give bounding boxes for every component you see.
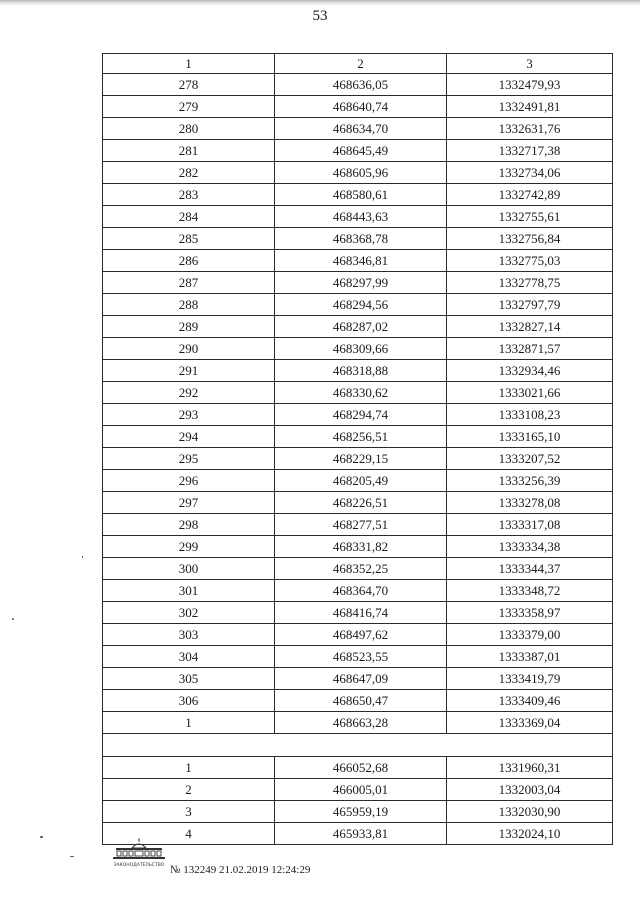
- y-coordinate-cell: 1332755,61: [447, 206, 613, 228]
- x-coordinate-cell: 468605,96: [275, 162, 447, 184]
- point-number-cell: 278: [103, 74, 275, 96]
- table-row: [103, 779, 613, 801]
- point-number-cell: 302: [103, 602, 275, 624]
- table-row: [103, 558, 613, 580]
- scan-speck: [70, 856, 74, 857]
- y-coordinate-cell: 1332003,04: [447, 779, 613, 801]
- x-coordinate-cell: 468640,74: [275, 96, 447, 118]
- legislation-stamp: [110, 838, 168, 873]
- table-row: [103, 250, 613, 272]
- x-coordinate-cell: 465959,19: [275, 801, 447, 823]
- table-header-row: [103, 54, 613, 74]
- table-row: [103, 602, 613, 624]
- coordinates-group-2: [103, 757, 613, 845]
- table-row: [103, 184, 613, 206]
- table-row: [103, 360, 613, 382]
- y-coordinate-cell: 1332742,89: [447, 184, 613, 206]
- table-row: [103, 140, 613, 162]
- x-coordinate-cell: 468309,66: [275, 338, 447, 360]
- table-row: [103, 206, 613, 228]
- table-row: [103, 448, 613, 470]
- y-coordinate-cell: 1333207,52: [447, 448, 613, 470]
- x-coordinate-cell: 468636,05: [275, 74, 447, 96]
- table-row: [103, 118, 613, 140]
- y-coordinate-cell: 1333348,72: [447, 580, 613, 602]
- table-row: [103, 404, 613, 426]
- table-row: [103, 470, 613, 492]
- point-number-cell: 289: [103, 316, 275, 338]
- parliament-building-stamp-icon: [110, 838, 168, 868]
- x-coordinate-cell: 468364,70: [275, 580, 447, 602]
- point-number-cell: 3: [103, 801, 275, 823]
- x-coordinate-cell: 468287,02: [275, 316, 447, 338]
- y-coordinate-cell: 1332778,75: [447, 272, 613, 294]
- x-coordinate-cell: 468226,51: [275, 492, 447, 514]
- group-separator: [103, 734, 613, 757]
- y-coordinate-cell: 1333021,66: [447, 382, 613, 404]
- y-coordinate-cell: 1333108,23: [447, 404, 613, 426]
- y-coordinate-cell: 1333379,00: [447, 624, 613, 646]
- table-row: [103, 580, 613, 602]
- table-row: [103, 646, 613, 668]
- x-coordinate-cell: 468331,82: [275, 536, 447, 558]
- x-coordinate-cell: 468663,28: [275, 712, 447, 734]
- point-number-cell: 279: [103, 96, 275, 118]
- x-coordinate-cell: 468634,70: [275, 118, 447, 140]
- y-coordinate-cell: 1333419,79: [447, 668, 613, 690]
- x-coordinate-cell: 468645,49: [275, 140, 447, 162]
- point-number-cell: 303: [103, 624, 275, 646]
- x-coordinate-cell: 468229,15: [275, 448, 447, 470]
- x-coordinate-cell: 468294,74: [275, 404, 447, 426]
- x-coordinate-cell: 465933,81: [275, 823, 447, 845]
- y-coordinate-cell: 1333358,97: [447, 602, 613, 624]
- x-coordinate-cell: 468497,62: [275, 624, 447, 646]
- table-row: [103, 801, 613, 823]
- empty-separator-cell: [103, 734, 613, 757]
- x-coordinate-cell: 468580,61: [275, 184, 447, 206]
- point-number-cell: 287: [103, 272, 275, 294]
- empty-separator-row: [103, 734, 613, 757]
- x-coordinate-cell: 468294,56: [275, 294, 447, 316]
- table-row: [103, 316, 613, 338]
- table-row: [103, 514, 613, 536]
- point-number-cell: 301: [103, 580, 275, 602]
- y-coordinate-cell: 1333317,08: [447, 514, 613, 536]
- scan-edge-artifact: [0, 0, 640, 6]
- table-row: [103, 690, 613, 712]
- table-row: [103, 426, 613, 448]
- x-coordinate-cell: 468346,81: [275, 250, 447, 272]
- y-coordinate-cell: 1333369,04: [447, 712, 613, 734]
- document-registration-note: № 132249 21.02.2019 12:24:29: [170, 864, 311, 876]
- table-row: [103, 228, 613, 250]
- point-number-cell: 299: [103, 536, 275, 558]
- y-coordinate-cell: 1332479,93: [447, 74, 613, 96]
- scan-speck: [12, 618, 14, 620]
- point-number-cell: 296: [103, 470, 275, 492]
- y-coordinate-cell: 1332024,10: [447, 823, 613, 845]
- y-coordinate-cell: 1333409,46: [447, 690, 613, 712]
- point-number-cell: 300: [103, 558, 275, 580]
- y-coordinate-cell: 1331960,31: [447, 757, 613, 779]
- point-number-cell: 291: [103, 360, 275, 382]
- y-coordinate-cell: 1333344,37: [447, 558, 613, 580]
- x-coordinate-cell: 468318,88: [275, 360, 447, 382]
- point-number-cell: 280: [103, 118, 275, 140]
- header-col-3: 3: [447, 54, 613, 74]
- point-number-cell: 305: [103, 668, 275, 690]
- scan-speck: [40, 836, 43, 838]
- table-row: [103, 338, 613, 360]
- y-coordinate-cell: 1333165,10: [447, 426, 613, 448]
- point-number-cell: 293: [103, 404, 275, 426]
- x-coordinate-cell: 468368,78: [275, 228, 447, 250]
- y-coordinate-cell: 1332717,38: [447, 140, 613, 162]
- y-coordinate-cell: 1333256,39: [447, 470, 613, 492]
- table-row: [103, 668, 613, 690]
- x-coordinate-cell: 468416,74: [275, 602, 447, 624]
- y-coordinate-cell: 1332871,57: [447, 338, 613, 360]
- y-coordinate-cell: 1333278,08: [447, 492, 613, 514]
- point-number-cell: 288: [103, 294, 275, 316]
- point-number-cell: 294: [103, 426, 275, 448]
- header-col-1: 1: [103, 54, 275, 74]
- point-number-cell: 306: [103, 690, 275, 712]
- table-row: [103, 536, 613, 558]
- y-coordinate-cell: 1332030,90: [447, 801, 613, 823]
- x-coordinate-cell: 468650,47: [275, 690, 447, 712]
- point-number-cell: 297: [103, 492, 275, 514]
- x-coordinate-cell: 466005,01: [275, 779, 447, 801]
- table-row: [103, 96, 613, 118]
- table-row: [103, 823, 613, 845]
- x-coordinate-cell: 468523,55: [275, 646, 447, 668]
- point-number-cell: 295: [103, 448, 275, 470]
- point-number-cell: 283: [103, 184, 275, 206]
- x-coordinate-cell: 468330,62: [275, 382, 447, 404]
- y-coordinate-cell: 1332775,03: [447, 250, 613, 272]
- scan-speck: [82, 556, 83, 558]
- y-coordinate-cell: 1332491,81: [447, 96, 613, 118]
- y-coordinate-cell: 1332734,06: [447, 162, 613, 184]
- point-number-cell: 281: [103, 140, 275, 162]
- point-number-cell: 284: [103, 206, 275, 228]
- x-coordinate-cell: 468277,51: [275, 514, 447, 536]
- coordinates-group-1: [103, 74, 613, 734]
- point-number-cell: 4: [103, 823, 275, 845]
- y-coordinate-cell: 1332827,14: [447, 316, 613, 338]
- y-coordinate-cell: 1332631,76: [447, 118, 613, 140]
- x-coordinate-cell: 468205,49: [275, 470, 447, 492]
- point-number-cell: 290: [103, 338, 275, 360]
- x-coordinate-cell: 466052,68: [275, 757, 447, 779]
- table-row: [103, 712, 613, 734]
- table-row: [103, 74, 613, 96]
- point-number-cell: 292: [103, 382, 275, 404]
- point-number-cell: 2: [103, 779, 275, 801]
- page-number: 53: [312, 8, 328, 24]
- y-coordinate-cell: 1332797,79: [447, 294, 613, 316]
- y-coordinate-cell: 1333334,38: [447, 536, 613, 558]
- table-row: [103, 492, 613, 514]
- y-coordinate-cell: 1332934,46: [447, 360, 613, 382]
- y-coordinate-cell: 1332756,84: [447, 228, 613, 250]
- x-coordinate-cell: 468352,25: [275, 558, 447, 580]
- point-number-cell: 304: [103, 646, 275, 668]
- table-row: [103, 624, 613, 646]
- table-row: [103, 757, 613, 779]
- y-coordinate-cell: 1333387,01: [447, 646, 613, 668]
- stamp-caption: ЗАКОНОДАТЕЛЬСТВО: [113, 863, 165, 868]
- table-row: [103, 162, 613, 184]
- x-coordinate-cell: 468297,99: [275, 272, 447, 294]
- table-row: [103, 294, 613, 316]
- point-number-cell: 298: [103, 514, 275, 536]
- table-row: [103, 382, 613, 404]
- x-coordinate-cell: 468256,51: [275, 426, 447, 448]
- header-col-2: 2: [275, 54, 447, 74]
- x-coordinate-cell: 468647,09: [275, 668, 447, 690]
- point-number-cell: 285: [103, 228, 275, 250]
- coordinates-table: [102, 53, 613, 845]
- point-number-cell: 286: [103, 250, 275, 272]
- point-number-cell: 282: [103, 162, 275, 184]
- point-number-cell: 1: [103, 757, 275, 779]
- point-number-cell: 1: [103, 712, 275, 734]
- x-coordinate-cell: 468443,63: [275, 206, 447, 228]
- table-row: [103, 272, 613, 294]
